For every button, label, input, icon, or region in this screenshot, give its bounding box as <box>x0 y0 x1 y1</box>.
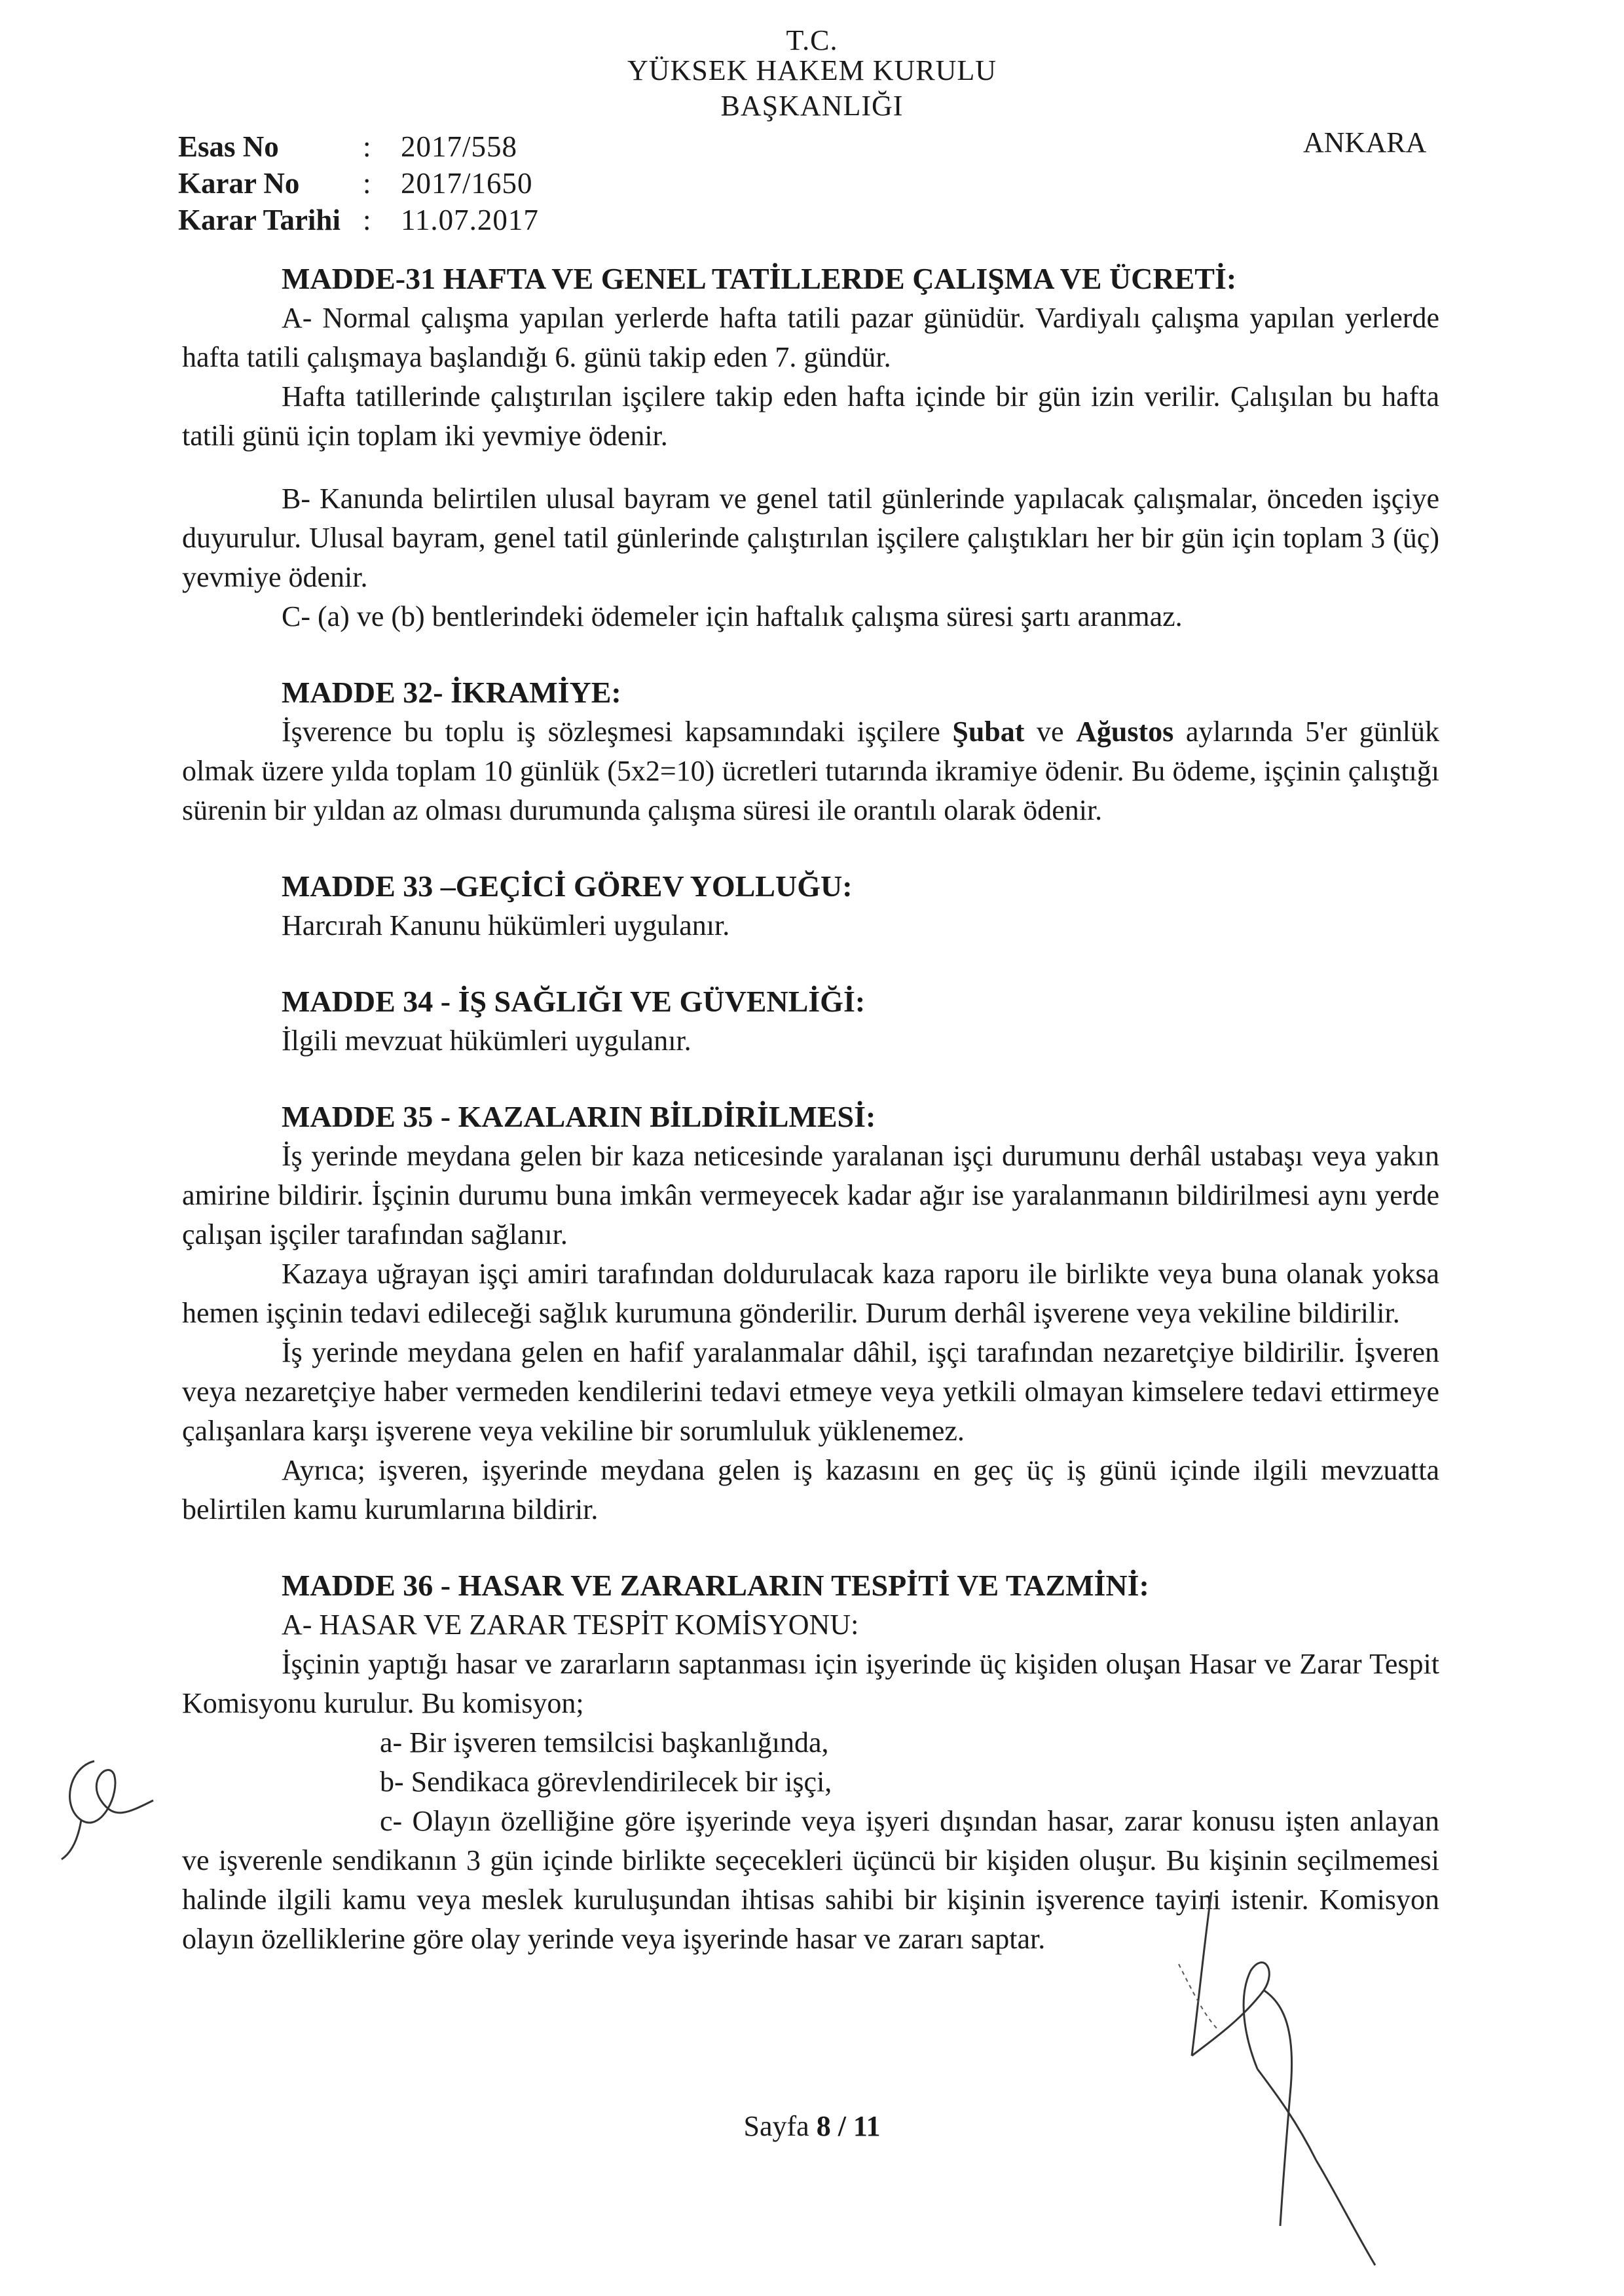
meta-value: 11.07.2017 <box>401 204 539 236</box>
paragraph: Hafta tatillerinde çalıştırılan işçilere takip eden hafta içinde bir gün izin verilir. Çalışılan bu hafta tatili günü için toplam iki yevmiye ödenir. <box>182 380 1439 452</box>
meta-value: 2017/558 <box>401 130 518 163</box>
header-office: BAŞKANLIĞI <box>720 90 904 122</box>
paragraph: İş yerinde meydana gelen en hafif yaralanmalar dâhil, işçi tarafından nezaretçiye bildirilir. İşveren veya nezaretçiye haber vermeden kendilerini tedavi etmeye veya yetkili olmayan kimselere tedavi ettirmeye çalışanlara karşı işverene veya vekiline bir sorumluluk yüklenemez. <box>182 1336 1439 1447</box>
meta-separator: : <box>363 167 371 200</box>
subsection-title: A- HASAR VE ZARAR TESPİT KOMİSYONU: <box>282 1609 859 1641</box>
meta-row-esas <box>178 128 539 165</box>
month-emphasis: Ağustos <box>1076 716 1174 748</box>
paragraph: A- Normal çalışma yapılan yerlerde hafta tatili pazar günüdür. Vardiyalı çalışma yapılan yerlerde hafta tatili çalışmaya başlandığı 6. günü takip eden 7. gündür. <box>182 302 1439 373</box>
page-total: 11 <box>853 2110 881 2142</box>
header-institution: YÜKSEK HAKEM KURULU <box>627 54 997 86</box>
paragraph: İşçinin yaptığı hasar ve zararların saptanması için işyerinde üç kişiden oluşan Hasar ve Zarar Tespit Komisyonu kurulur. Bu komisyon; <box>182 1648 1439 1719</box>
section-title-m36: MADDE 36 - HASAR VE ZARARLARIN TESPİTİ VE TAZMİNİ: <box>282 1569 1149 1602</box>
spacer <box>182 830 1439 867</box>
meta-row-karar <box>178 165 539 202</box>
text-run: aylarında 5'er günlük olmak üzere yılda toplam 10 günlük (5x2=10) ücretleri tutarında ikramiye ödenir. Bu ödeme, işçinin çalıştığı sürenin bir yıldan az olması durumunda çalışma süresi ile orantılı olarak ödenir. <box>182 716 1439 826</box>
page-number <box>655 2109 969 2143</box>
spacer <box>182 456 1439 479</box>
list-item: b- Sendikaca görevlendirilecek bir işçi, <box>380 1766 832 1798</box>
document-body <box>182 259 1439 1959</box>
list-item: c- Olayın özelliğine göre işyerinde veya işyeri dışından hasar, zarar konusu işten anlayan ve işverenle sendikanın 3 gün içinde birlikte seçecekleri üçüncü bir kişiden oluşur. Bu kişinin seçilmemesi halinde ilgili kamu veya meslek kuruluşundan ihtisas sahibi bir kişinin işverence tayini istenir. Komisyon olayın özelliklerine göre olay yerinde veya işyerinde hasar ve zararı saptar. <box>182 1805 1439 1955</box>
section-title-m35: MADDE 35 - KAZALARIN BİLDİRİLMESİ: <box>282 1100 876 1133</box>
section-title-m32: MADDE 32- İKRAMİYE: <box>282 676 621 709</box>
paragraph: İş yerinde meydana gelen bir kaza neticesinde yaralanan işçi durumunu derhâl ustabaşı veya yakın amirine bildirir. İşçinin durumu buna imkân vermeyecek kadar ağır ise yaralanmanın bildirilmesi aynı yerde çalışan işçiler tarafından sağlanır. <box>182 1140 1439 1250</box>
page-current: 8 <box>816 2110 831 2142</box>
month-emphasis: Şubat <box>952 716 1025 748</box>
text-run: ve <box>1024 716 1077 748</box>
meta-label: Esas No <box>178 130 279 163</box>
spacer <box>182 1061 1439 1097</box>
page-prefix: Sayfa <box>743 2110 817 2142</box>
initials-signature <box>42 1722 166 1866</box>
meta-separator: : <box>363 204 371 236</box>
section-title-m31: MADDE-31 HAFTA VE GENEL TATİLLERDE ÇALIŞMA VE ÜCRETİ: <box>282 262 1237 295</box>
spacer <box>182 945 1439 982</box>
paragraph: Ayrıca; işveren, işyerinde meydana gelen iş kazasını en geç üç iş günü içinde ilgili mevzuatta belirtilen kamu kurumlarına bildirir. <box>182 1454 1439 1525</box>
text-run: İşverence bu toplu iş sözleşmesi kapsamındaki işçilere <box>282 716 953 748</box>
page-slash: / <box>830 2110 853 2142</box>
spacer <box>182 1529 1439 1566</box>
paragraph: İlgili mevzuat hükümleri uygulanır. <box>282 1025 692 1057</box>
paragraph: B- Kanunda belirtilen ulusal bayram ve genel tatil günlerinde yapılacak çalışmalar, önceden işçiye duyurulur. Ulusal bayram, genel tatil günlerinde çalıştırılan işçilere çalıştıkları her bir gün için toplam 3 (üç) yevmiye ödenir. <box>182 483 1439 593</box>
case-meta <box>178 128 539 238</box>
header-city: ANKARA <box>1303 126 1427 158</box>
meta-row-tarih <box>178 202 539 238</box>
meta-value: 2017/1650 <box>401 167 533 200</box>
list-item: a- Bir işveren temsilcisi başkanlığında, <box>380 1726 829 1758</box>
header-tc: T.C. <box>786 24 838 56</box>
spacer <box>182 636 1439 673</box>
paragraph <box>182 712 1439 830</box>
section-title-m33: MADDE 33 –GEÇİCİ GÖREV YOLLUĞU: <box>282 869 853 903</box>
meta-label: Karar No <box>178 167 300 200</box>
paragraph: C- (a) ve (b) bentlerindeki ödemeler için haftalık çalışma süresi şartı aranmaz. <box>282 600 1183 632</box>
handwritten-signature <box>1166 1886 1441 2278</box>
paragraph: Harcırah Kanunu hükümleri uygulanır. <box>282 909 730 941</box>
meta-label: Karar Tarihi <box>178 204 341 236</box>
paragraph: Kazaya uğrayan işçi amiri tarafından doldurulacak kaza raporu ile birlikte veya buna olanak yoksa hemen işçinin tedavi edileceği sağlık kurumuna gönderilir. Durum derhâl işverene veya vekiline bildirilir. <box>182 1258 1439 1329</box>
meta-separator: : <box>363 130 371 163</box>
section-title-m34: MADDE 34 - İŞ SAĞLIĞI VE GÜVENLİĞİ: <box>282 985 866 1018</box>
